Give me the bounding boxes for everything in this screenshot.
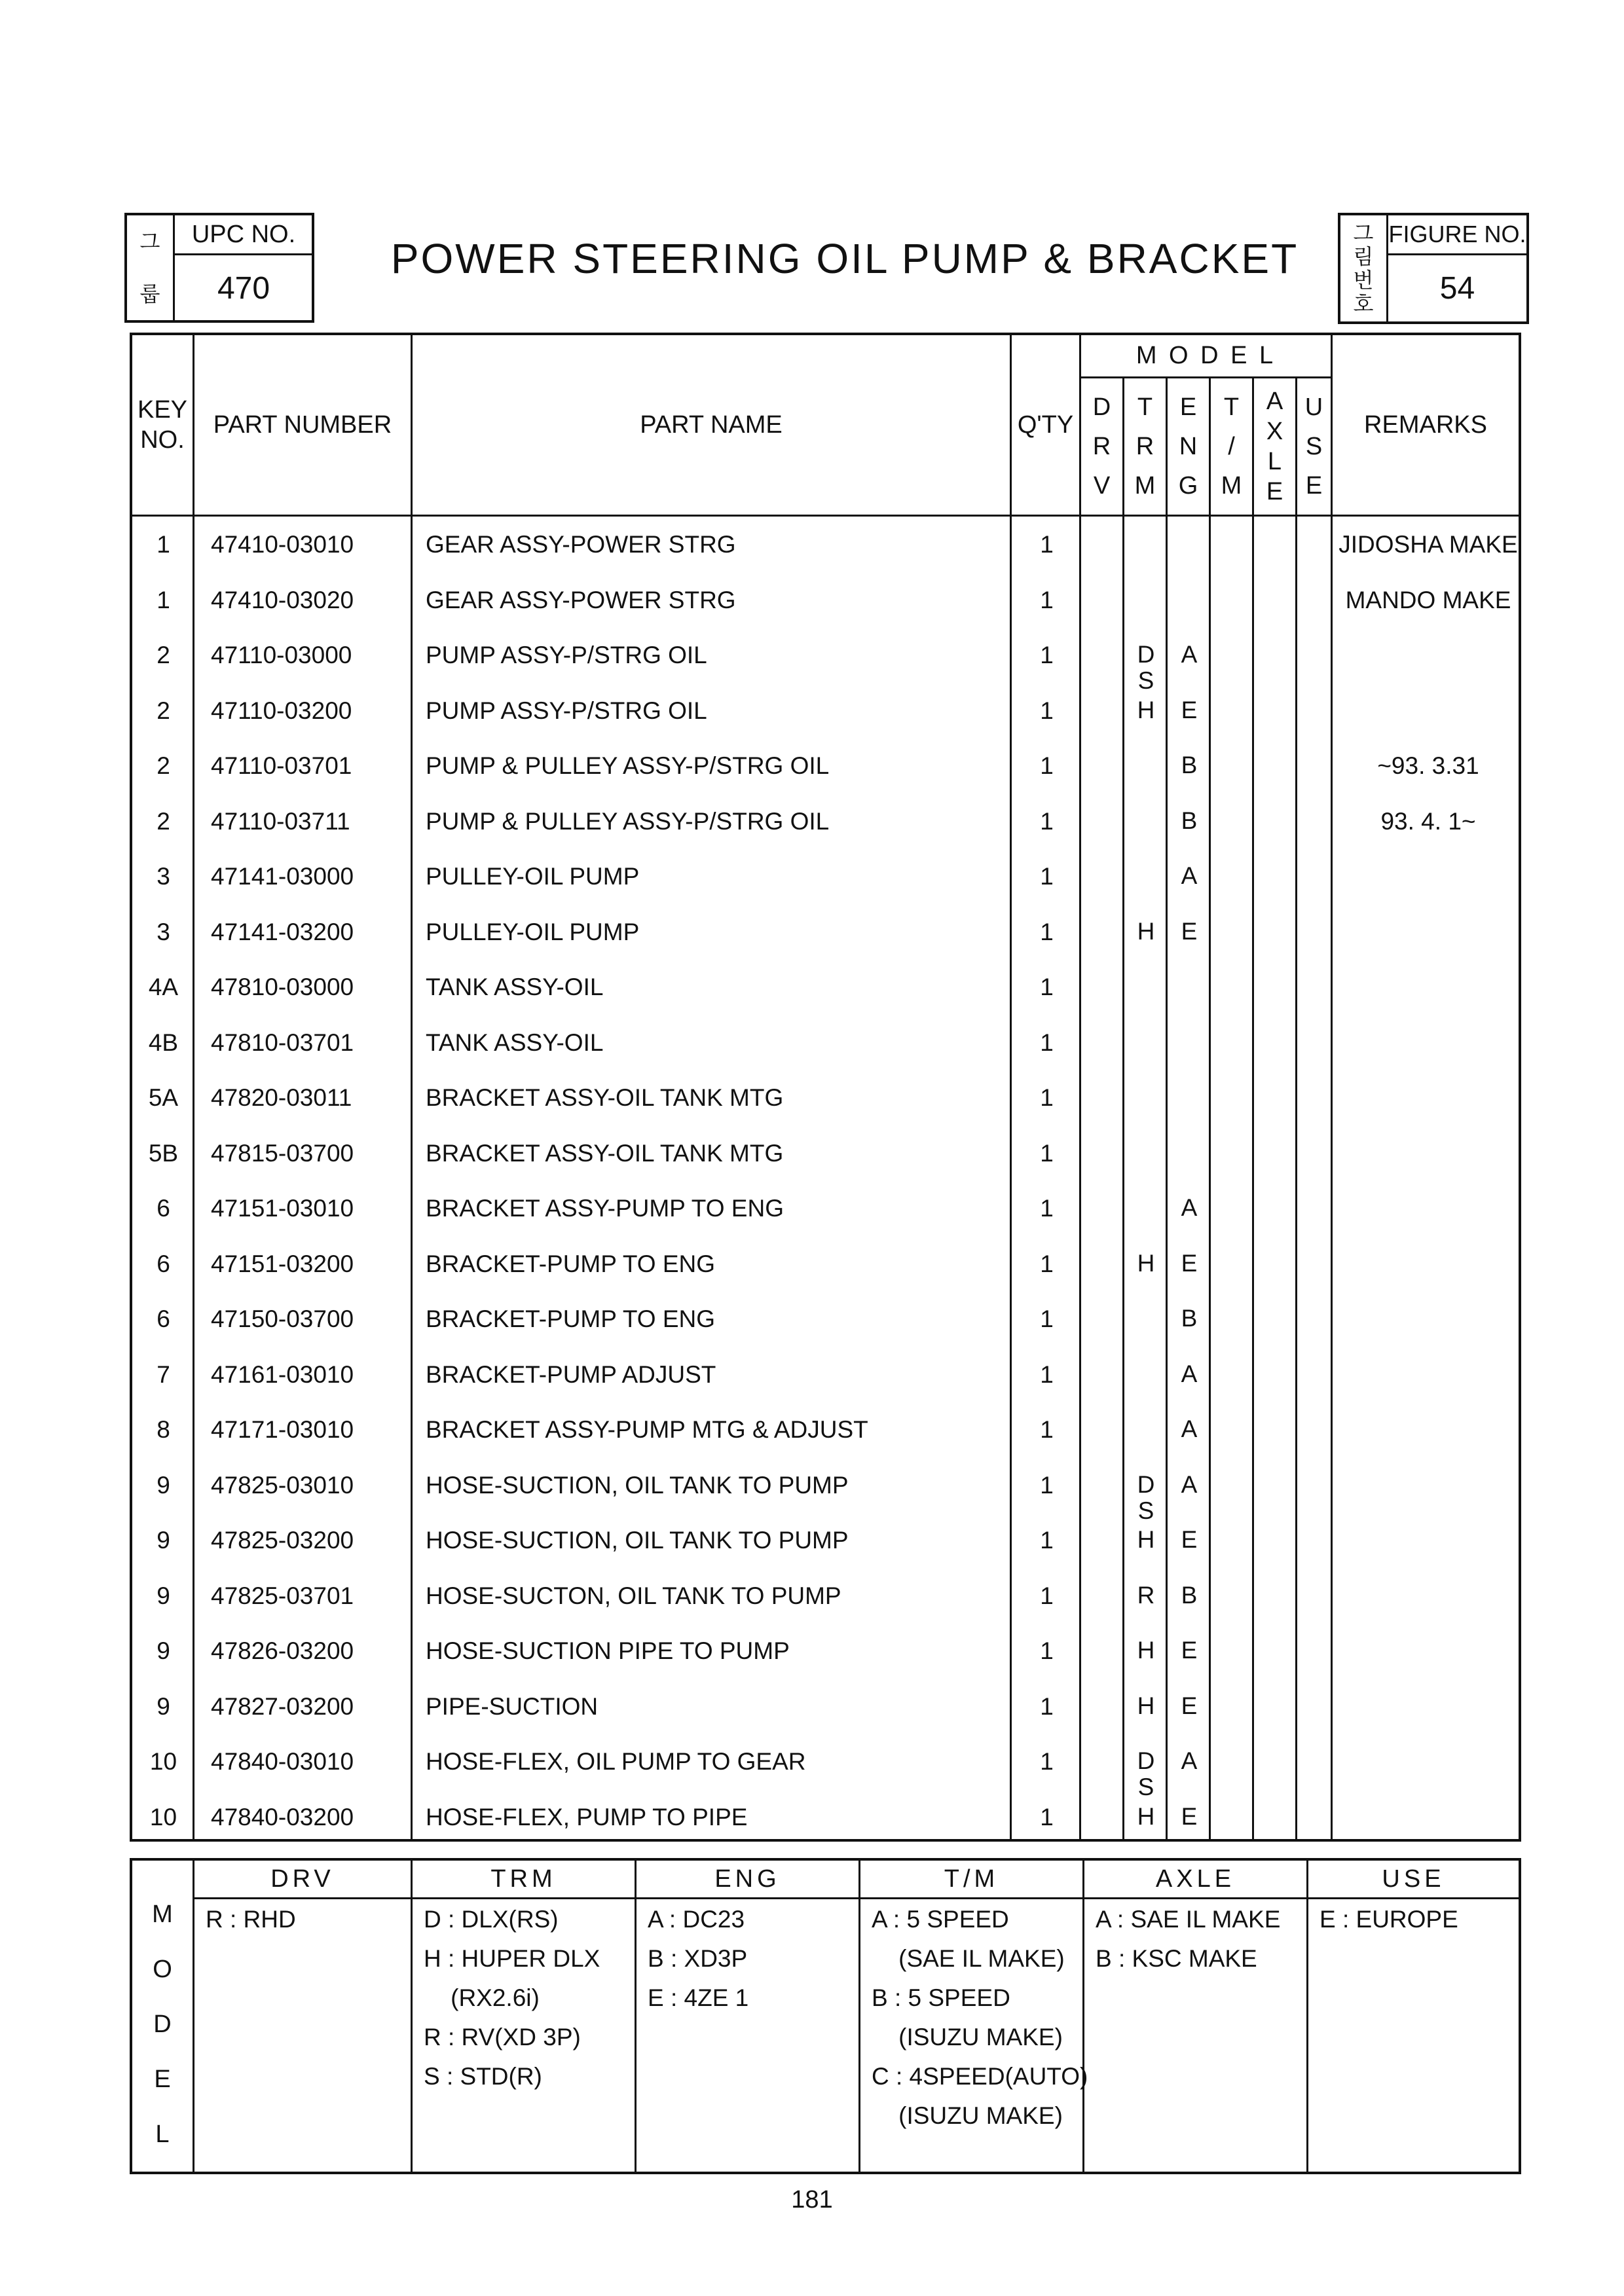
key-no-cell: 9 [157,1471,170,1499]
qty-cell: 1 [1040,1305,1054,1332]
part-number-cell: 47110-03701 [211,752,352,779]
key-no-cell: 10 [149,1803,177,1831]
part-number-cell: 47815-03700 [211,1139,354,1167]
page-number: 181 [791,2185,833,2214]
remarks-cell [1333,1070,1524,1125]
qty-cell: 1 [1040,1803,1054,1831]
remarks-cell [1333,1512,1524,1568]
key-no-cell: 3 [157,863,170,890]
qty-cell: 1 [1040,1195,1054,1222]
header-remarks: REMARKS [1364,410,1487,439]
remarks-cell [1333,1679,1524,1734]
qty-cell: 1 [1040,531,1054,558]
remarks-cell: MANDO MAKE [1345,586,1511,613]
eng-cell: A [1181,1415,1198,1442]
remarks-cell [1333,1568,1524,1624]
model-col-trm: T R M [1134,393,1156,500]
eng-cell: E [1181,1249,1198,1277]
part-name-cell: PULLEY-OIL PUMP [426,918,640,945]
part-number-cell: 47840-03200 [211,1803,354,1831]
legend-items-use: E : EUROPE [1320,1906,1458,1933]
key-no-cell: 10 [149,1748,177,1775]
remarks-cell [1333,959,1524,1015]
legend-head-axle: AXLE [1155,1865,1236,1893]
table-row [132,1623,1524,1679]
part-name-cell: TANK ASSY-OIL [426,974,604,1000]
part-number-cell: 47825-03010 [211,1471,354,1499]
remarks-cell: 93. 4. 1~ [1380,807,1476,835]
trm-cell: H [1137,696,1155,723]
part-name-cell: BRACKET-PUMP TO ENG [426,1250,716,1277]
remarks-cell [1333,1623,1524,1679]
part-number-cell: 47820-03011 [211,1084,352,1111]
legend-head-drv: DRV [270,1865,335,1893]
header-model: M O D E L [1135,342,1276,369]
table-row [132,1291,1524,1347]
part-name-cell: HOSE-SUCTION, OIL TANK TO PUMP [426,1527,849,1554]
key-no-cell: 2 [157,642,170,668]
key-no-cell: 2 [157,752,170,779]
key-no-cell: 6 [157,1305,170,1332]
key-no-cell: 6 [157,1195,170,1222]
qty-cell: 1 [1040,974,1054,1000]
trm-cell: D S [1137,1470,1155,1524]
table-row [132,1347,1524,1402]
figure-value: 54 [1439,271,1475,306]
key-no-cell: 1 [157,586,170,613]
qty-cell: 1 [1040,642,1054,668]
part-number-cell: 47826-03200 [211,1637,354,1664]
part-name-cell: BRACKET ASSY-OIL TANK MTG [426,1139,784,1167]
part-name-cell: PIPE-SUCTION [426,1692,599,1720]
table-row [132,738,1524,793]
legend-head-use: USE [1382,1865,1445,1893]
model-col-axle: A X L E [1266,388,1283,505]
part-number-cell: 47141-03200 [211,918,354,945]
table-row [132,1679,1524,1734]
eng-cell: E [1181,1526,1198,1553]
key-no-cell: 7 [157,1360,170,1388]
part-name-cell: PUMP & PULLEY ASSY-P/STRG OIL [426,807,830,835]
remarks-cell [1333,1734,1524,1789]
figure-box [1338,213,1529,324]
qty-cell: 1 [1040,752,1054,779]
header-key-no: KEY NO. [137,396,188,454]
eng-cell: A [1181,1747,1198,1774]
part-name-cell: PULLEY-OIL PUMP [426,863,640,890]
model-legend-table [130,1858,1521,2174]
legend-head-tm: T/M [944,1865,999,1893]
qty-cell: 1 [1040,1416,1054,1443]
remarks-cell [1333,627,1524,683]
eng-cell: E [1181,696,1198,723]
legend-items-tm: A : 5 SPEED (SAE IL MAKE) B : 5 SPEED (ISUZU MAKE) C : 4SPEED(AUTO) (ISUZU MAKE) [872,1906,1088,2129]
legend-items-axle: A : SAE IL MAKE B : KSC MAKE [1096,1906,1281,1972]
qty-cell: 1 [1040,1084,1054,1111]
part-number-cell: 47110-03000 [211,642,352,668]
eng-cell: B [1181,807,1198,834]
part-number-cell: 47141-03000 [211,863,354,890]
remarks-cell [1333,1402,1524,1457]
key-no-cell: 2 [157,807,170,835]
qty-cell: 1 [1040,1527,1054,1554]
eng-cell: E [1181,917,1198,945]
table-row [132,627,1524,694]
remarks-cell: JIDOSHA MAKE [1338,531,1518,558]
part-number-cell: 47110-03711 [211,807,350,835]
remarks-cell: ~93. 3.31 [1377,752,1479,779]
part-name-cell: BRACKET ASSY-OIL TANK MTG [426,1084,784,1111]
part-name-cell: BRACKET-PUMP TO ENG [426,1305,716,1332]
trm-cell: H [1137,1249,1155,1277]
legend-head-eng: ENG [714,1865,781,1893]
table-row [132,793,1524,849]
part-name-cell: PUMP ASSY-P/STRG OIL [426,697,707,724]
group-label-top: 그 [139,230,160,253]
qty-cell: 1 [1040,1139,1054,1167]
eng-cell: E [1181,1802,1198,1830]
table-row [132,1015,1524,1070]
part-name-cell: PUMP ASSY-P/STRG OIL [426,642,707,668]
legend-model-label: M O D E L [152,1901,173,2148]
part-name-cell: GEAR ASSY-POWER STRG [426,531,736,558]
part-number-cell: 47825-03200 [211,1527,354,1554]
header-part-name: PART NAME [640,410,783,439]
key-no-cell: 3 [157,918,170,945]
legend-items-eng: A : DC23 B : XD3P E : 4ZE 1 [648,1906,749,2011]
table-row [132,904,1524,960]
part-number-cell: 47810-03701 [211,1029,354,1056]
qty-cell: 1 [1040,1471,1054,1499]
table-row [132,848,1524,904]
part-name-cell: TANK ASSY-OIL [426,1029,604,1056]
key-no-cell: 4A [148,974,179,1000]
model-col-eng: E N G [1178,393,1198,500]
remarks-cell [1333,1457,1524,1513]
trm-cell: H [1137,1802,1155,1830]
remarks-cell [1333,904,1524,960]
eng-cell: B [1181,1305,1198,1332]
qty-cell: 1 [1040,863,1054,890]
key-no-cell: 5B [148,1139,179,1167]
qty-cell: 1 [1040,586,1054,613]
part-number-cell: 47840-03010 [211,1748,354,1775]
trm-cell: D S [1137,1747,1155,1800]
qty-cell: 1 [1040,918,1054,945]
table-row [132,683,1524,738]
page-title: POWER STEERING OIL PUMP & BRACKET [390,235,1299,282]
table-row [132,1236,1524,1292]
header-qty: Q'TY [1017,410,1074,439]
key-no-cell: 9 [157,1692,170,1720]
eng-cell: A [1181,1470,1198,1498]
table-row [132,1457,1524,1524]
table-row [132,1512,1524,1568]
part-number-cell: 47151-03200 [211,1250,354,1277]
eng-cell: A [1181,641,1198,668]
table-row [132,1789,1524,1845]
trm-cell: H [1137,917,1155,945]
key-no-cell: 1 [157,531,170,558]
trm-cell: H [1137,1637,1155,1664]
key-no-cell: 6 [157,1250,170,1277]
legend-items-trm: D : DLX(RS) H : HUPER DLX (RX2.6i) R : RV(XD 3P) S : STD(R) [424,1906,600,2090]
key-no-cell: 5A [148,1084,179,1111]
key-no-cell: 9 [157,1527,170,1554]
table-row [132,1180,1524,1236]
qty-cell: 1 [1040,697,1054,724]
remarks-cell [1333,1180,1524,1236]
figure-hangul-label: 그 림 번 호 [1353,221,1374,316]
trm-cell: H [1137,1692,1155,1719]
qty-cell: 1 [1040,1582,1054,1609]
table-row [132,959,1524,1015]
table-row [132,1568,1524,1624]
model-col-drv: D R V [1092,393,1111,500]
qty-cell: 1 [1040,1637,1054,1664]
eng-cell: A [1181,1194,1198,1221]
model-col-use: U S E [1304,393,1323,500]
qty-cell: 1 [1040,1360,1054,1388]
key-no-cell: 8 [157,1416,170,1443]
part-name-cell: BRACKET ASSY-PUMP MTG & ADJUST [426,1416,868,1443]
eng-cell: A [1181,1360,1198,1387]
qty-cell: 1 [1040,1748,1054,1775]
eng-cell: A [1181,862,1198,889]
remarks-cell [1333,1291,1524,1347]
part-name-cell: HOSE-SUCTION, OIL TANK TO PUMP [426,1471,849,1499]
upc-label: UPC NO. [191,220,296,248]
header-part-number: PART NUMBER [213,410,392,439]
part-number-cell: 47410-03010 [211,531,354,558]
part-number-cell: 47410-03020 [211,586,354,613]
remarks-cell [1333,1125,1524,1181]
remarks-cell [1333,1015,1524,1070]
upc-value: 470 [217,270,270,306]
remarks-cell [1333,848,1524,904]
table-row [132,1402,1524,1457]
qty-cell: 1 [1040,807,1054,835]
eng-cell: E [1181,1637,1198,1664]
remarks-cell [1333,1789,1524,1845]
part-name-cell: HOSE-SUCTON, OIL TANK TO PUMP [426,1582,841,1609]
parts-table [130,333,1521,1842]
part-number-cell: 47151-03010 [211,1195,354,1222]
trm-cell: R [1137,1581,1155,1609]
part-name-cell: PUMP & PULLEY ASSY-P/STRG OIL [426,752,830,779]
part-number-cell: 47827-03200 [211,1692,354,1720]
part-name-cell: BRACKET-PUMP ADJUST [426,1360,716,1388]
remarks-cell [1333,1236,1524,1292]
eng-cell: B [1181,752,1198,778]
legend-items-drv: R : RHD [206,1906,296,1933]
part-name-cell: HOSE-FLEX, OIL PUMP TO GEAR [426,1748,806,1775]
model-col-tm: T / M [1221,393,1242,500]
part-name-cell: HOSE-SUCTION PIPE TO PUMP [426,1637,790,1664]
part-number-cell: 47161-03010 [211,1360,354,1388]
part-number-cell: 47110-03200 [211,697,352,724]
legend-head-trm: TRM [490,1865,557,1893]
remarks-cell [1333,1347,1524,1402]
key-no-cell: 9 [157,1582,170,1609]
remarks-cell [1333,683,1524,738]
table-row [132,517,1524,572]
figure-label: FIGURE NO. [1388,221,1526,247]
qty-cell: 1 [1040,1029,1054,1056]
qty-cell: 1 [1040,1692,1054,1720]
group-label-bottom: 룹 [139,282,160,306]
table-row [132,1125,1524,1181]
part-number-cell: 47825-03701 [211,1582,354,1609]
table-row [132,1734,1524,1800]
part-name-cell: HOSE-FLEX, PUMP TO PIPE [426,1803,748,1831]
eng-cell: B [1181,1581,1198,1609]
part-name-cell: GEAR ASSY-POWER STRG [426,586,736,613]
trm-cell: D S [1137,641,1155,694]
part-number-cell: 47150-03700 [211,1305,354,1332]
key-no-cell: 9 [157,1637,170,1664]
trm-cell: H [1137,1526,1155,1553]
key-no-cell: 2 [157,697,170,724]
part-name-cell: BRACKET ASSY-PUMP TO ENG [426,1195,784,1222]
qty-cell: 1 [1040,1250,1054,1277]
upc-box [124,213,314,323]
part-number-cell: 47810-03000 [211,974,354,1000]
key-no-cell: 4B [148,1029,179,1056]
table-row [132,1070,1524,1125]
eng-cell: E [1181,1692,1198,1719]
part-number-cell: 47171-03010 [211,1416,354,1443]
table-row [132,572,1524,628]
